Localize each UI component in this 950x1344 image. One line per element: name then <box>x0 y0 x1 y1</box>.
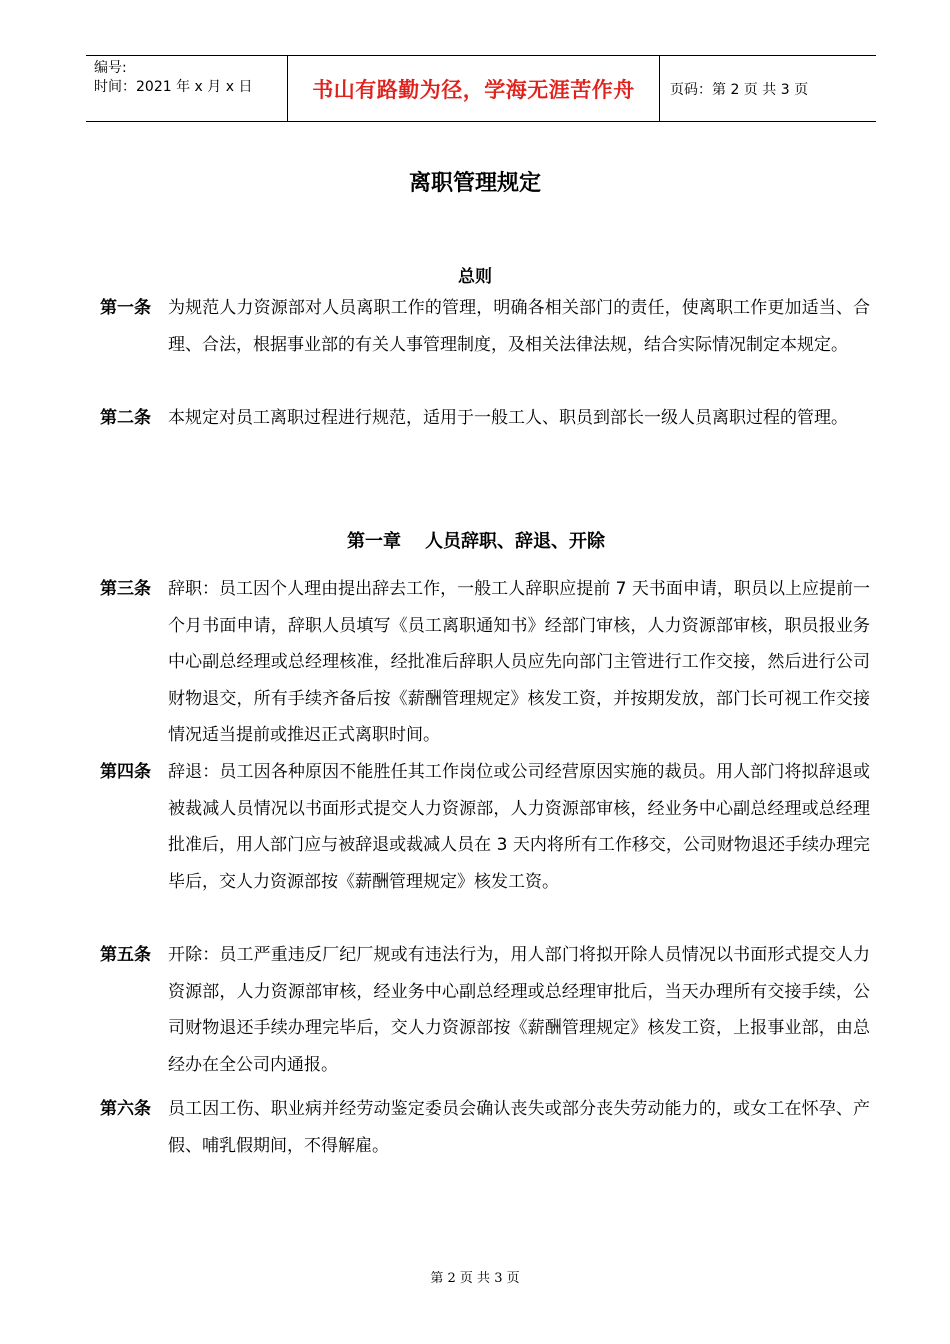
article-5 <box>100 937 870 1083</box>
article-text: 开除：员工严重违反厂纪厂规或有违法行为，用人部门将拟开除人员情况以书面形式提交人力资源部，人力资源部审核，经业务中心副总经理或总经理审批后，当天办理所有交接手续，公司财物退还手续办理完毕后，交人力资源部按《薪酬管理规定》核发工资，上报事业部，由总经办在全公司内通报。 <box>168 945 870 1075</box>
header-meta <box>86 56 287 122</box>
article-label: 第五条 <box>100 945 151 965</box>
article-label: 第三条 <box>100 579 151 599</box>
article-4 <box>100 754 870 900</box>
section-title-general: 总则 <box>458 267 492 287</box>
document-number-label: 编号: <box>94 60 127 76</box>
header-page-cell <box>660 56 876 122</box>
article-2 <box>100 400 870 437</box>
document-title: 离职管理规定 <box>408 171 541 196</box>
page-header <box>86 55 876 122</box>
article-text: 辞退：员工因各种原因不能胜任其工作岗位或公司经营原因实施的裁员。用人部门将拟辞退或被裁减人员情况以书面形式提交人力资源部，人力资源部审核，经业务中心副总经理或总经理批准后，用人部门应与被辞退或裁减人员在 3 天内将所有工作移交，公司财物退还手续办理完毕后，交人力资源部按《薪酬管理规定》核发工资。 <box>168 762 870 892</box>
chapter-title: 人员辞职、辞退、开除 <box>425 531 605 552</box>
page-footer-number: 第 2 页 共 3 页 <box>430 1271 520 1286</box>
article-label: 第六条 <box>100 1099 151 1119</box>
article-label: 第一条 <box>100 298 151 318</box>
document-date: 时间：2021 年 x 月 x 日 <box>94 79 253 95</box>
header-motto: 书山有路勤为径，学海无涯苦作舟 <box>312 78 635 102</box>
article-1 <box>100 290 870 363</box>
article-label: 第四条 <box>100 762 151 782</box>
article-text: 为规范人力资源部对人员离职工作的管理，明确各相关部门的责任，使离职工作更加适当、合理、合法，根据事业部的有关人事管理制度，及相关法律法规，结合实际情况制定本规定。 <box>168 298 870 355</box>
chapter-number: 第一章 <box>347 531 401 552</box>
article-text: 辞职：员工因个人理由提出辞去工作，一般工人辞职应提前 7 天书面申请，职员以上应提前一个月书面申请，辞职人员填写《员工离职通知书》经部门审核，人力资源部审核，职员报业务中心副总经理或总经理核准，经批准后辞职人员应先向部门主管进行工作交接，然后进行公司财物退交，所有手续齐备后按《薪酬管理规定》核发工资，并按期发放，部门长可视工作交接情况适当提前或推迟正式离职时间。 <box>168 579 870 746</box>
chapter-heading <box>347 527 605 553</box>
article-text: 本规定对员工离职过程进行规范，适用于一般工人、职员到部长一级人员离职过程的管理。 <box>168 408 848 428</box>
article-3 <box>100 571 870 754</box>
article-text: 员工因工伤、职业病并经劳动鉴定委员会确认丧失或部分丧失劳动能力的，或女工在怀孕、产假、哺乳假期间，不得解雇。 <box>168 1099 870 1156</box>
header-page-number: 页码：第 2 页 共 3 页 <box>670 82 809 98</box>
header-motto-cell <box>287 56 660 122</box>
article-6 <box>100 1091 870 1164</box>
article-label: 第二条 <box>100 408 151 428</box>
